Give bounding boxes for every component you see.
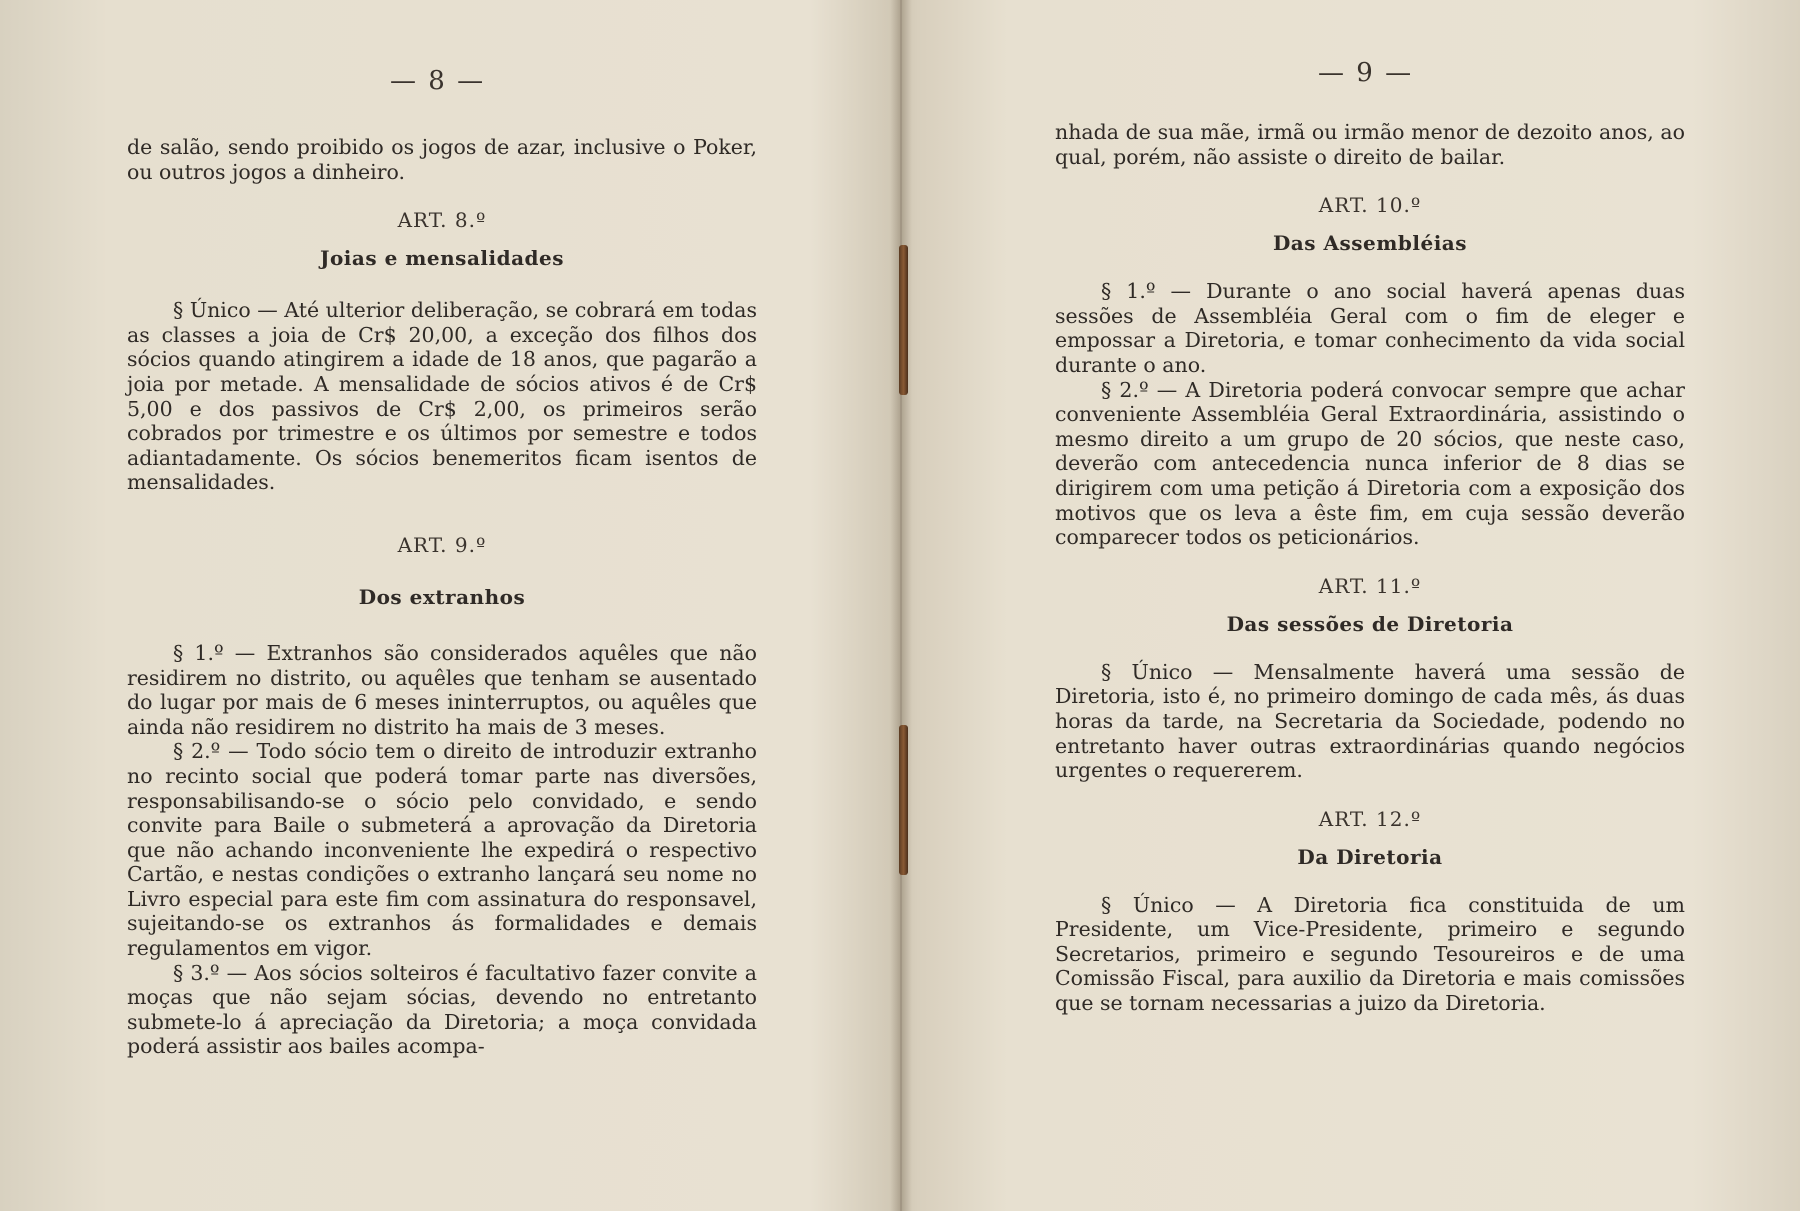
article-11-label: ART. 11.º — [1318, 573, 1422, 598]
article-9-title: Dos extranhos — [358, 584, 526, 609]
right-page — [902, 0, 1800, 1211]
article-10-label: ART. 10.º — [1318, 193, 1422, 218]
article-9-label: ART. 9.º — [397, 532, 487, 557]
article-12-title: Da Diretoria — [1297, 844, 1443, 869]
article-10-paragraph-2: § 2.º — A Diretoria poderá convocar sempre que achar conveniente Assembléia Geral Extraordinária, assistindo o mesmo direito a um grupo de 20 sócios, que neste caso, deverão com antecedencia nunca inferior de 8 dias se dirigirem com uma petição á Diretoria com a exposição dos motivos que os leva a êste fim, em cuja sessão deverão comparecer todos os peticionários. — [1055, 377, 1685, 550]
article-11-paragraph: § Único — Mensalmente haverá uma sessão de Diretoria, isto é, no primeiro domingo de cada mês, ás duas horas da tarde, na Secretaria da Sociedade, podendo no entretanto haver outras extraordinárias quando negócios urgentes o requererem. — [1055, 659, 1685, 783]
article-8-paragraph: § Único — Até ulterior deliberação, se cobrará em todas as classes a joia de Cr$ 20,00, a exceção dos filhos dos sócios quando atingirem a idade de 18 anos, que pagarão a joia por metade. A mensalidade de sócios ativos é de Cr$ 5,00 e dos passivos de Cr$ 2,00, os primeiros serão cobrados por trimestre e os últimos por semestre e todos adiantadamente. Os sócios benemeritos ficam isentos de mensalidades. — [127, 298, 757, 495]
article-9-paragraph-3: § 3.º — Aos sócios solteiros é facultativo fazer convite a moças que não sejam sócias, devendo no entretanto submete-lo á apreciação da Diretoria; a moça convidada poderá assistir aos bailes acompa- — [127, 960, 757, 1059]
page-number-9: — 9 — — [1318, 58, 1414, 88]
article-9-paragraph-2: § 2.º — Todo sócio tem o direito de introduzir extranho no recinto social que poderá tomar parte nas diversões, responsabilisando-se o sócio pelo convidado, e sendo convite para Baile o submeterá a aprovação da Diretoria que não achando inconveniente lhe expedirá o respectivo Cartão, e nestas condições o extranho lançará seu nome no Livro especial para este fim com assinatura do responsavel, sujeitando-se os extranhos ás formalidades e demais regulamentos em vigor. — [127, 739, 757, 961]
article-10-paragraph-1: § 1.º — Durante o ano social haverá apenas duas sessões de Assembléia Geral com o fim de eleger e empossar a Diretoria, e tomar conhecimento da vida social durante o ano. — [1055, 279, 1685, 377]
article-11-title: Das sessões de Diretoria — [1226, 611, 1514, 636]
article-12-paragraph: § Único — A Diretoria fica constituida de um Presidente, um Vice-Presidente, primeiro e segundo Secretarios, primeiro e segundo Tesoureiros e de uma Comissão Fiscal, para auxilio da Diretoria e mais comissões que se tornam necessarias a juizo da Diretoria. — [1055, 892, 1685, 1016]
page-number-8: — 8 — — [390, 66, 486, 96]
article-9-paragraph-1: § 1.º — Extranhos são considerados aquêles que não residirem no distrito, ou aquêles que tenham se ausentado do lugar por mais de 6 meses ininterruptos, ou aquêles que ainda não residirem no distrito ha mais de 3 meses. — [127, 640, 757, 739]
article-8-title: Joias e mensalidades — [319, 246, 565, 271]
right-page-text — [1055, 120, 1685, 1016]
left-page — [0, 0, 898, 1211]
continuation-paragraph: de salão, sendo proibido os jogos de azar, inclusive o Poker, ou outros jogos a dinheiro. — [127, 135, 757, 184]
article-12-label: ART. 12.º — [1318, 806, 1422, 831]
continuation-paragraph: nhada de sua mãe, irmã ou irmão menor de dezoito anos, ao qual, porém, não assiste o direito de bailar. — [1055, 120, 1685, 169]
left-page-text — [127, 135, 757, 1059]
article-10-title: Das Assembléias — [1272, 231, 1468, 256]
article-8-label: ART. 8.º — [397, 208, 487, 233]
